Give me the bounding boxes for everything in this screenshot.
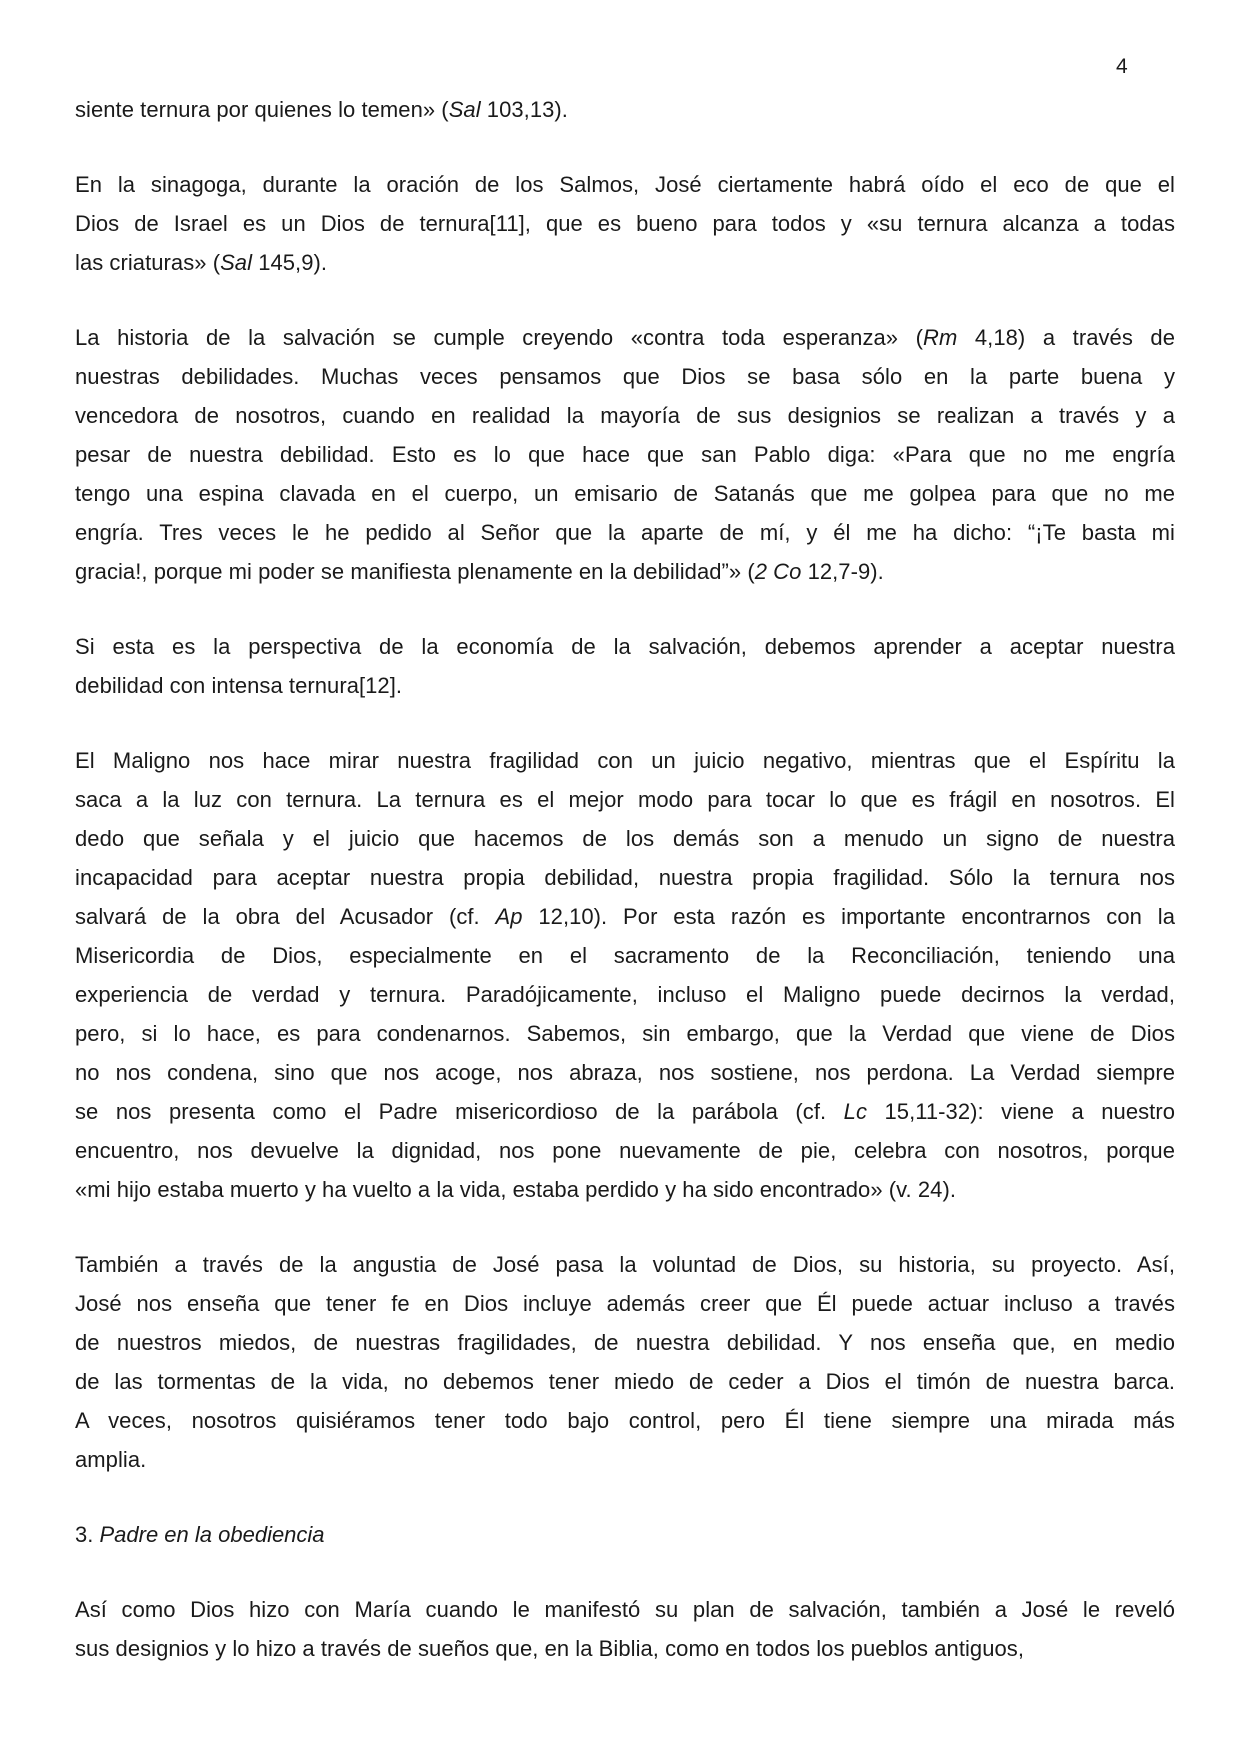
paragraph [75,90,1175,129]
text-line [75,1362,1175,1401]
citation-abbrev: Sal [448,97,481,122]
text-run: siente ternura por quienes lo temen» ( [75,97,449,122]
text-line [75,975,1175,1014]
citation-abbrev: 2 Co [754,559,802,584]
text-line [75,1014,1175,1053]
text-line [75,1053,1175,1092]
text-run: El Maligno nos hace mirar nuestra fragilidad con un juicio negativo, mientras que el Espíritu la [75,748,1175,773]
text-run: A veces, nosotros quisiéramos tener todo bajo control, pero Él tiene siempre una mirada más [75,1408,1175,1433]
citation-abbrev: Sal [220,250,253,275]
text-run: Así como Dios hizo con María cuando le manifestó su plan de salvación, también a José le reveló [75,1597,1175,1622]
text-run: nuestras debilidades. Muchas veces pensamos que Dios se basa sólo en la parte buena y [75,364,1175,389]
paragraphs-group [75,90,1175,1479]
text-run: 103,13). [480,97,568,122]
text-line [75,1401,1175,1440]
text-line [75,1440,1175,1479]
text-run: dedo que señala y el juicio que hacemos de los demás son a menudo un signo de nuestra [75,826,1175,851]
text-line [75,396,1175,435]
text-line [75,243,1175,282]
text-line [75,819,1175,858]
text-line [75,897,1175,936]
text-run: 12,10). Por esta razón es importante encontrarnos con la [522,904,1175,929]
text-line [75,1131,1175,1170]
closing-paragraph-group [75,1590,1175,1668]
text-run: sus designios y lo hizo a través de sueños que, en la Biblia, como en todos los pueblos antiguos, [75,1636,1024,1661]
text-run: Misericordia de Dios, especialmente en el sacramento de la Reconciliación, teniendo una [75,943,1175,968]
text-line [75,1092,1175,1131]
text-line [75,1170,1175,1209]
text-line [75,936,1175,975]
text-run: amplia. [75,1447,147,1472]
text-run: tengo una espina clavada en el cuerpo, un emisario de Satanás que me golpea para que no me [75,481,1175,506]
text-run: las criaturas» ( [75,250,221,275]
text-line [75,741,1175,780]
text-line [75,1323,1175,1362]
citation-abbrev: Rm [923,325,958,350]
text-run: incapacidad para aceptar nuestra propia debilidad, nuestra propia fragilidad. Sólo la ternura nos [75,865,1175,890]
text-run: pero, si lo hace, es para condenarnos. Sabemos, sin embargo, que la Verdad que viene de Dios [75,1021,1175,1046]
text-line [75,627,1175,666]
text-line [75,1245,1175,1284]
paragraph [75,627,1175,705]
paragraph [75,165,1175,282]
text-run: pesar de nuestra debilidad. Esto es lo que hace que san Pablo diga: «Para que no me engría [75,442,1175,467]
text-run: En la sinagoga, durante la oración de los Salmos, José ciertamente habrá oído el eco de que el [75,172,1175,197]
document-body [75,90,1175,1704]
text-line [75,666,1175,705]
text-run: de nuestros miedos, de nuestras fragilidades, de nuestra debilidad. Y nos enseña que, en medio [75,1330,1175,1355]
text-run: no nos condena, sino que nos acoge, nos abraza, nos sostiene, nos perdona. La Verdad siempre [75,1060,1175,1085]
text-run: encuentro, nos devuelve la dignidad, nos pone nuevamente de pie, celebra con nosotros, porque [75,1138,1175,1163]
text-run: José nos enseña que tener fe en Dios incluye además creer que Él puede actuar incluso a través [75,1291,1175,1316]
text-line [75,90,1175,129]
text-line [75,318,1175,357]
text-line [75,357,1175,396]
paragraph [75,741,1175,1209]
text-run: experiencia de verdad y ternura. Paradójicamente, incluso el Maligno puede decirnos la verdad, [75,982,1175,1007]
text-run: 12,7-9). [801,559,884,584]
text-run: 4,18) a través de [957,325,1175,350]
section-number: 3. [75,1522,94,1547]
section-title: Padre en la obediencia [99,1522,325,1547]
text-line [75,204,1175,243]
text-run: gracia!, porque mi poder se manifiesta plenamente en la debilidad”» ( [75,559,755,584]
text-line [75,1590,1175,1629]
text-run: de las tormentas de la vida, no debemos tener miedo de ceder a Dios el timón de nuestra barca. [75,1369,1175,1394]
text-line [75,474,1175,513]
text-line [75,1629,1175,1668]
citation-abbrev: Ap [495,904,523,929]
paragraph [75,318,1175,591]
text-run: Dios de Israel es un Dios de ternura[11], que es bueno para todos y «su ternura alcanza a todas [75,211,1175,236]
section-heading [75,1515,1175,1554]
text-run: «mi hijo estaba muerto y ha vuelto a la vida, estaba perdido y ha sido encontrado» (v. 24). [75,1177,956,1202]
text-run: 145,9). [252,250,328,275]
citation-abbrev: Lc [843,1099,867,1124]
text-line [75,780,1175,819]
text-run: Si esta es la perspectiva de la economía de la salvación, debemos aprender a aceptar nuestra [75,634,1175,659]
text-line [75,858,1175,897]
text-run: También a través de la angustia de José pasa la voluntad de Dios, su historia, su proyecto. Así, [75,1252,1175,1277]
text-run: vencedora de nosotros, cuando en realidad la mayoría de sus designios se realizan a través y a [75,403,1175,428]
text-run: saca a la luz con ternura. La ternura es el mejor modo para tocar lo que es frágil en nosotros. El [75,787,1175,812]
paragraph [75,1245,1175,1479]
page-number: 4 [1116,55,1128,78]
text-line [75,435,1175,474]
text-line [75,1284,1175,1323]
text-run: se nos presenta como el Padre misericordioso de la parábola (cf. [75,1099,844,1124]
text-run: La historia de la salvación se cumple creyendo «contra toda esperanza» ( [75,325,923,350]
text-run: debilidad con intensa ternura[12]. [75,673,403,698]
text-run: 15,11-32): viene a nuestro [867,1099,1175,1124]
text-run: engría. Tres veces le he pedido al Señor que la aparte de mí, y él me ha dicho: “¡Te basta mi [75,520,1175,545]
text-line [75,513,1175,552]
text-line [75,552,1175,591]
closing-paragraph [75,1590,1175,1668]
text-line [75,165,1175,204]
text-run: salvará de la obra del Acusador (cf. [75,904,496,929]
